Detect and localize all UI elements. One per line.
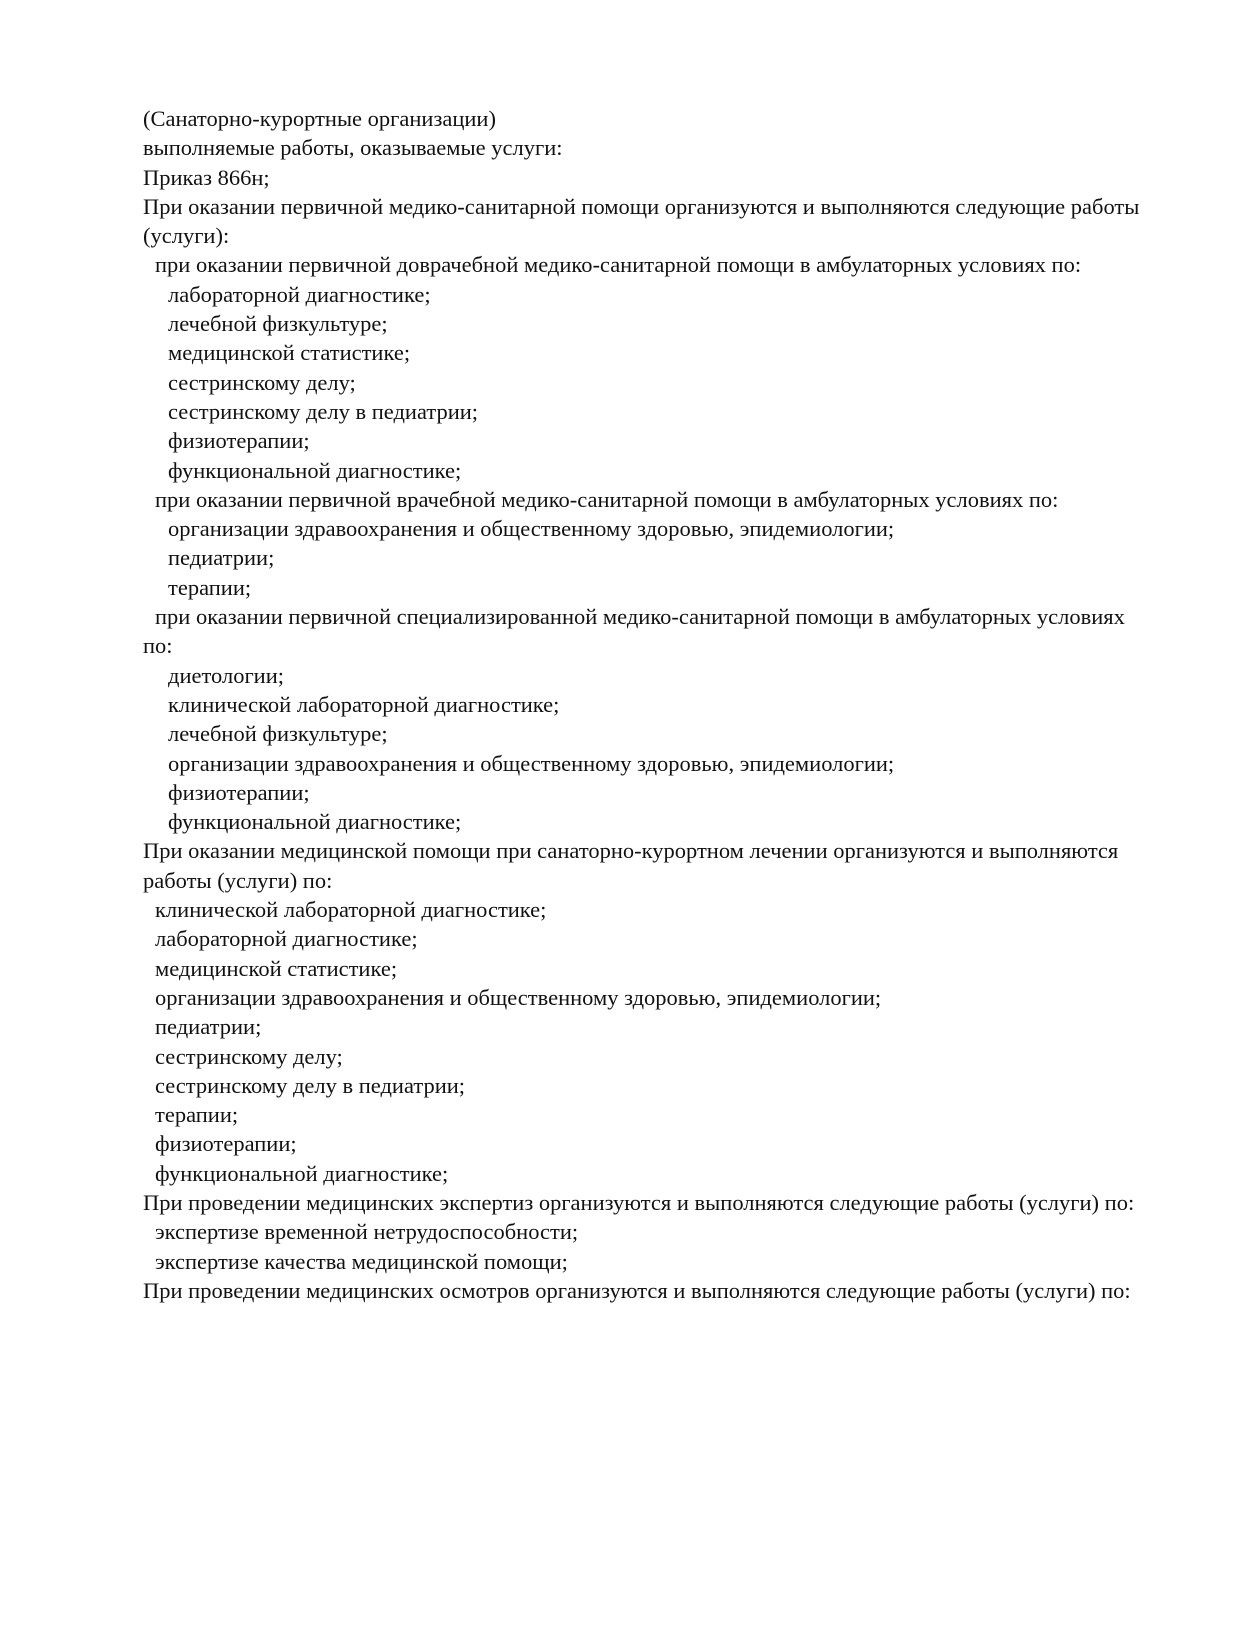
list-item-line: лабораторной диагностике; [168, 281, 431, 307]
list-item-line: физиотерапии; [168, 779, 310, 805]
sub-item-line: экспертизе качества медицинской помощи; [155, 1248, 568, 1274]
sub-item-line: сестринскому делу в педиатрии; [155, 1072, 466, 1098]
paragraph-line: При оказании медицинской помощи при санаторно-курортном лечении организуются и выполняются работы (услуги) по: [143, 838, 1119, 893]
document-body [143, 104, 1143, 1305]
list-item-line: медицинской статистике; [168, 340, 411, 366]
list-item-line: функциональной диагностике; [168, 457, 462, 483]
sub-item-line: терапии; [155, 1102, 239, 1128]
paragraph-line: При проведении медицинских осмотров организуются и выполняются следующие работы (услуги) по: [143, 1277, 1131, 1303]
list-item-line: сестринскому делу в педиатрии; [168, 398, 479, 424]
sub-item-line: физиотерапии; [155, 1131, 297, 1157]
sub-item-line: при оказании первичной специализированной медико-санитарной помощи в амбулаторных условиях по: [143, 604, 1125, 659]
sub-item-line: клинической лабораторной диагностике; [155, 897, 547, 923]
list-item-line: терапии; [168, 574, 252, 600]
list-item-line: диетологии; [168, 662, 285, 688]
sub-item-line: лабораторной диагностике; [155, 926, 418, 952]
list-item-line: педиатрии; [168, 545, 275, 571]
list-item-line: физиотерапии; [168, 428, 310, 454]
list-item-line: организации здравоохранения и общественному здоровью, эпидемиологии; [168, 516, 895, 542]
paragraph-line: выполняемые работы, оказываемые услуги: [143, 135, 563, 161]
sub-item-line: функциональной диагностике; [155, 1160, 449, 1186]
sub-item-line: организации здравоохранения и общественному здоровью, эпидемиологии; [155, 984, 882, 1010]
list-item-line: лечебной физкультуре; [168, 311, 388, 337]
paragraph-line: Приказ 866н; [143, 164, 270, 190]
list-item-line: лечебной физкультуре; [168, 721, 388, 747]
list-item-line: функциональной диагностике; [168, 809, 462, 835]
sub-item-line: экспертизе временной нетрудоспособности; [155, 1219, 579, 1245]
sub-item-line: педиатрии; [155, 1014, 262, 1040]
list-item-line: организации здравоохранения и общественному здоровью, эпидемиологии; [168, 750, 895, 776]
sub-item-line: при оказании первичной доврачебной медико-санитарной помощи в амбулаторных условиях по: [155, 252, 1082, 278]
sub-item-line: при оказании первичной врачебной медико-санитарной помощи в амбулаторных условиях по: [155, 486, 1059, 512]
sub-item-line: медицинской статистике; [155, 955, 398, 981]
paragraph-line: При оказании первичной медико-санитарной помощи организуются и выполняются следующие работы (услуги): [143, 193, 1140, 249]
list-item-line: сестринскому делу; [168, 369, 356, 395]
paragraph-line: (Санаторно-курортные организации) [143, 106, 496, 131]
sub-item-line: сестринскому делу; [155, 1043, 343, 1069]
paragraph-line: При проведении медицинских экспертиз организуются и выполняются следующие работы (услуги) по: [143, 1189, 1135, 1215]
list-item-line: клинической лабораторной диагностике; [168, 691, 560, 717]
